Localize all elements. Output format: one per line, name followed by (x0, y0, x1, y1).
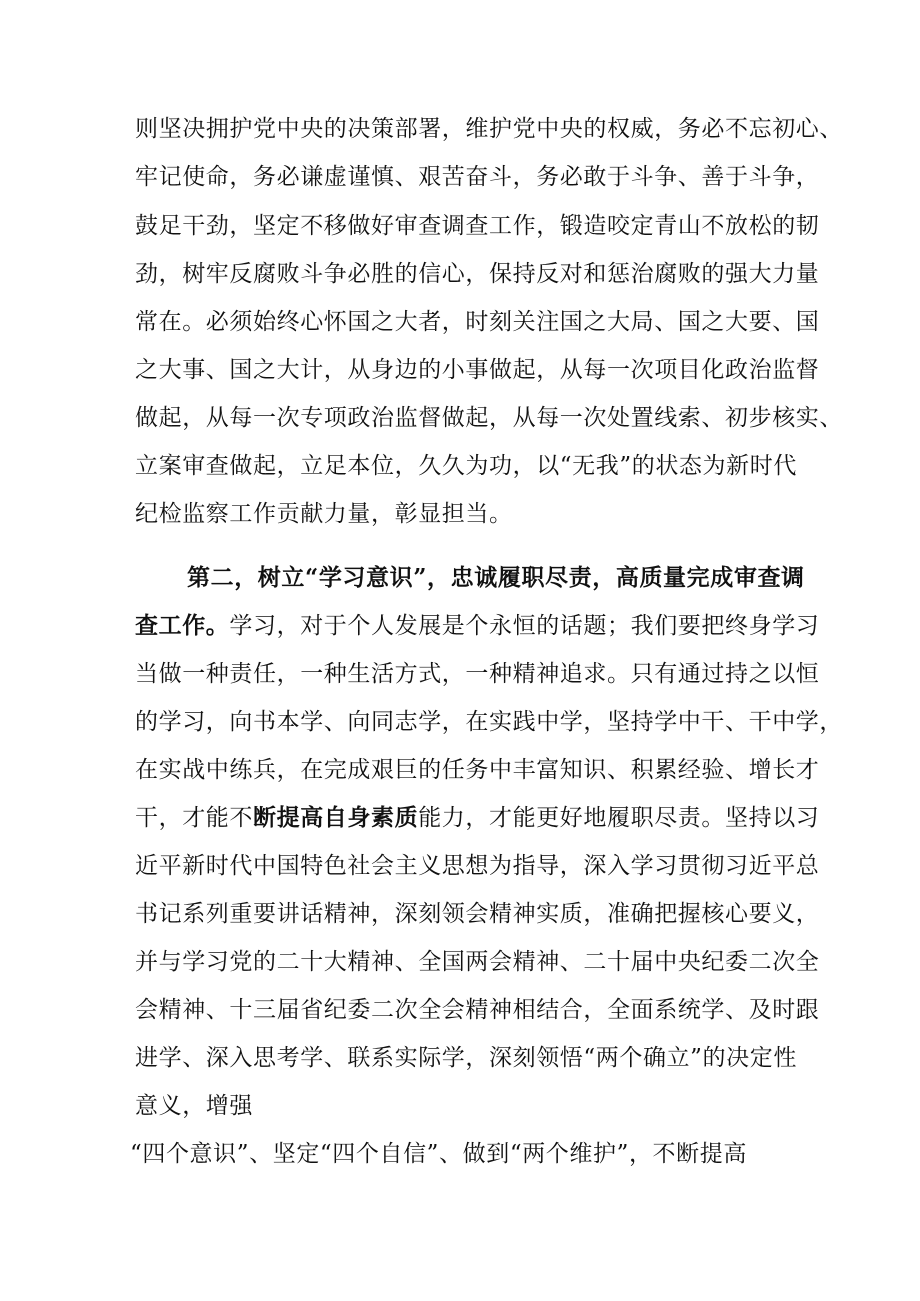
body-text-line: 当做一种责任，一种生活方式，一种精神追求。只有通过持之以恒 (135, 661, 820, 687)
body-text-line: 劲，树牢反腐败斗争必胜的信心，保持反对和惩治腐败的强大力量 (135, 261, 820, 287)
body-text-line: 立案审查做起，立足本位，久久为功，以“无我”的状态为新时代 (135, 453, 797, 479)
body-text-line: 意义，增强 (135, 1093, 253, 1119)
body-text-line: 进学、深入思考学、联系实际学，深刻领悟“两个确立”的决定性 (135, 1045, 797, 1071)
section-heading-line: 第二，树立“学习意识”，忠诚履职尽责，高质量完成审查调 (187, 564, 805, 591)
body-text-line: 书记系列重要讲话精神，深刻领会精神实质，准确把握核心要义， (135, 901, 820, 927)
emphasized-text: 断提高自身素质 (253, 804, 419, 831)
body-text-span: 干，才能不 (135, 805, 253, 831)
body-text-line: 鼓足干劲，坚定不移做好审查调查工作，锻造咬定青山不放松的韧 (135, 213, 820, 239)
body-text-span: 能力，才能更好地履职尽责。坚持以习 (418, 805, 820, 831)
body-text-line: 在实战中练兵，在完成艰巨的任务中丰富知识、积累经验、增长才 (135, 757, 820, 783)
body-text-span: 学习，对于个人发展是个永恒的话题；我们要把终身学习 (229, 613, 820, 639)
body-text-line: 之大事、国之大计，从身边的小事做起，从每一次项目化政治监督 (135, 357, 820, 383)
body-text-line: 则坚决拥护党中央的决策部署，维护党中央的权威，务必不忘初心、 (135, 116, 843, 142)
section-heading-end: 查工作。 (135, 612, 230, 639)
body-text-line: 近平新时代中国特色社会主义思想为指导，深入学习贯彻习近平总 (135, 853, 820, 879)
body-text-line: 做起，从每一次专项政治监督做起，从每一次处置线索、初步核实、 (135, 405, 843, 431)
body-text-line: 的学习，向书本学、向同志学，在实践中学，坚持学中干、干中学， (135, 709, 843, 735)
body-text-line: 纪检监察工作贡献力量，彰显担当。 (135, 501, 513, 527)
body-text-line (135, 603, 819, 649)
body-text-line: 会精神、十三届省纪委二次全会精神相结合，全面系统学、及时跟 (135, 997, 820, 1023)
body-text-line (135, 795, 819, 841)
body-text-line: 常在。必须始终心怀国之大者，时刻关注国之大局、国之大要、国 (135, 309, 820, 335)
body-text-line: 并与学习党的二十大精神、全国两会精神、二十届中央纪委二次全 (135, 949, 820, 975)
body-text-line: 牢记使命，务必谦虚谨慎、艰苦奋斗，务必敢于斗争、善于斗争， (135, 164, 820, 190)
body-text-line: “四个意识”、坚定“四个自信”、做到“两个维护”，不断提高 (130, 1141, 747, 1167)
